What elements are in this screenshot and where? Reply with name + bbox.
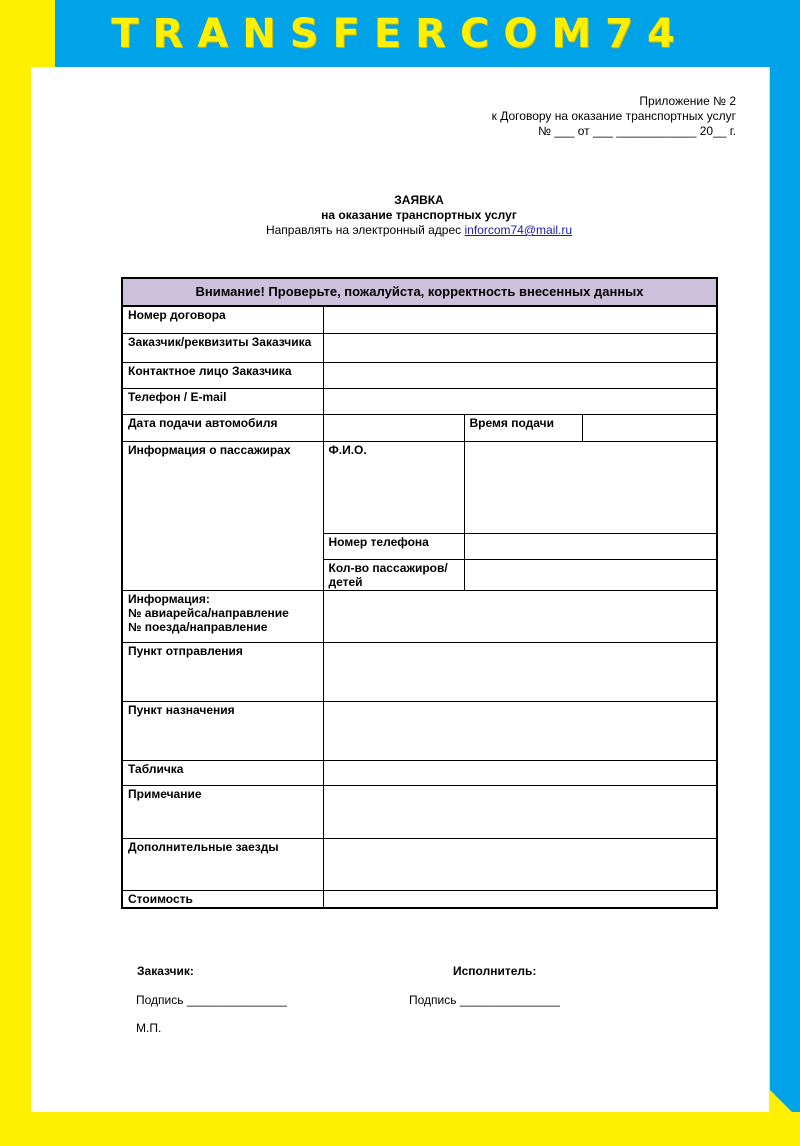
warning-row — [122, 278, 717, 306]
title-block — [0, 193, 800, 238]
extra-stops-field[interactable] — [323, 838, 717, 890]
table-row — [122, 642, 717, 701]
brand-logo: TRANSFERCOM74 — [111, 11, 689, 57]
table-row — [122, 890, 717, 908]
destination-label: Пункт назначения — [122, 701, 323, 760]
stamp-placeholder: М.П. — [136, 1021, 162, 1035]
passenger-info-label: Информация о пассажирах — [122, 441, 323, 590]
email-link[interactable]: inforcom74@mail.ru — [464, 223, 573, 237]
full-name-label: Ф.И.О. — [323, 441, 464, 533]
send-prefix: Направлять на электронный адрес — [265, 223, 465, 237]
contractor-signature-line: Подпись _______________ — [409, 993, 560, 1007]
cost-label: Стоимость — [122, 890, 323, 908]
appendix-line-1: Приложение № 2 — [639, 94, 736, 108]
table-row — [122, 760, 717, 785]
customer-details-field[interactable] — [323, 333, 717, 362]
table-row — [122, 333, 717, 362]
note-label: Примечание — [122, 785, 323, 838]
note-field[interactable] — [323, 785, 717, 838]
departure-field[interactable] — [323, 642, 717, 701]
send-instruction — [0, 223, 800, 238]
trip-info-label — [122, 590, 323, 642]
pickup-date-label: Дата подачи автомобиля — [122, 414, 323, 441]
trip-info-line-3: № поезда/направление — [128, 619, 268, 634]
table-row — [122, 590, 717, 642]
table-row — [122, 362, 717, 388]
customer-signature-line: Подпись _______________ — [136, 993, 287, 1007]
contractor-label: Исполнитель: — [453, 964, 537, 978]
cost-field[interactable] — [323, 890, 717, 908]
destination-field[interactable] — [323, 701, 717, 760]
appendix-line-2: к Договору на оказание транспортных услуг — [491, 109, 736, 123]
customer-label: Заказчик: — [137, 964, 194, 978]
trip-info-line-2: № авиарейса/направление — [128, 605, 289, 620]
table-row — [122, 388, 717, 414]
sign-plate-field[interactable] — [323, 760, 717, 785]
phone-number-field[interactable] — [464, 533, 717, 559]
phone-number-label: Номер телефона — [323, 533, 464, 559]
table-row — [122, 414, 717, 441]
passenger-count-label: Кол-во пассажиров/детей — [323, 559, 464, 590]
sign-plate-label: Табличка — [122, 760, 323, 785]
appendix-note — [492, 94, 736, 139]
table-row — [122, 306, 717, 333]
contract-number-field[interactable] — [323, 306, 717, 333]
phone-email-label: Телефон / E-mail — [122, 388, 323, 414]
phone-email-field[interactable] — [323, 388, 717, 414]
page-title: ЗАЯВКА — [394, 193, 444, 207]
request-form-table — [121, 277, 718, 909]
passenger-count-field[interactable] — [464, 559, 717, 590]
appendix-line-3: № ___ от ___ ____________ 20__ г. — [538, 124, 736, 138]
contact-person-label: Контактное лицо Заказчика — [122, 362, 323, 388]
contact-person-field[interactable] — [323, 362, 717, 388]
pickup-date-field[interactable] — [323, 414, 464, 441]
warning-banner: Внимание! Проверьте, пожалуйста, корректность внесенных данных — [122, 278, 717, 306]
table-row — [122, 785, 717, 838]
pickup-time-field[interactable] — [582, 414, 717, 441]
table-row — [122, 838, 717, 890]
departure-label: Пункт отправления — [122, 642, 323, 701]
full-name-field[interactable] — [464, 441, 717, 533]
table-row — [122, 701, 717, 760]
table-row — [122, 441, 717, 533]
trip-info-line-1: Информация: — [128, 591, 210, 606]
contract-number-label: Номер договора — [122, 306, 323, 333]
customer-details-label: Заказчик/реквизиты Заказчика — [122, 333, 323, 362]
page-subtitle: на оказание транспортных услуг — [321, 208, 517, 222]
trip-info-field[interactable] — [323, 590, 717, 642]
extra-stops-label: Дополнительные заезды — [122, 838, 323, 890]
pickup-time-label: Время подачи — [464, 414, 582, 441]
